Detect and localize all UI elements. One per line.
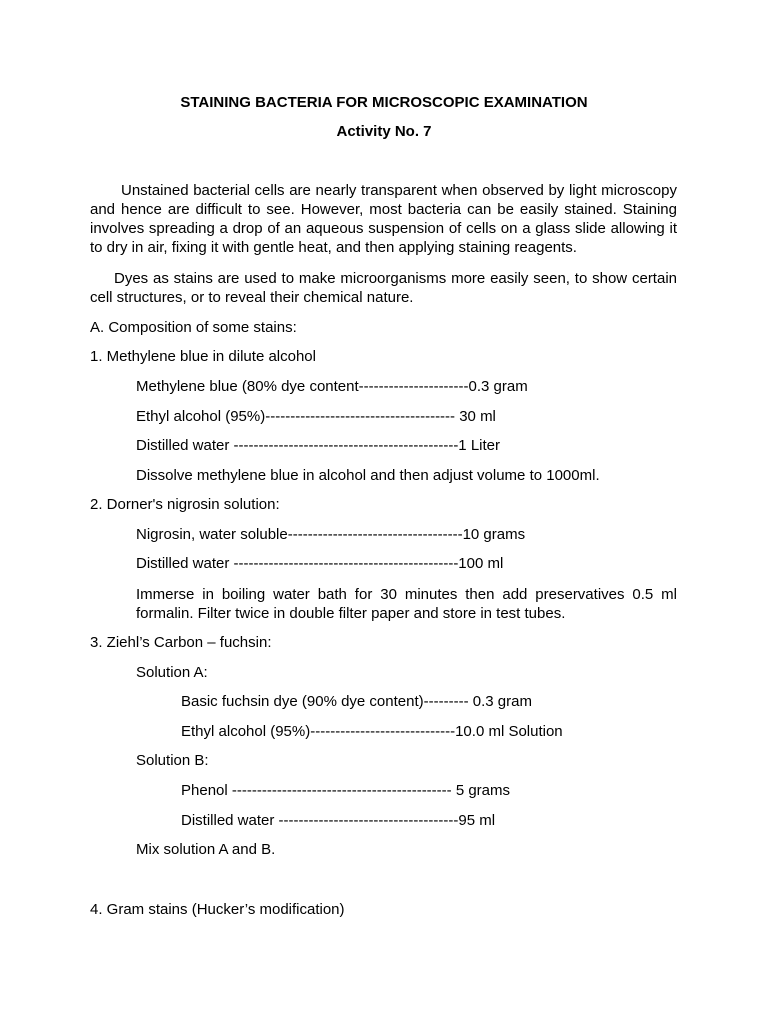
stain-2-line: Nigrosin, water soluble-----------------------------------10 grams <box>136 526 526 543</box>
document-title: STAINING BACTERIA FOR MICROSCOPIC EXAMINATION <box>180 94 588 111</box>
stain-1-line: Distilled water ---------------------------------------------1 Liter <box>136 437 500 454</box>
activity-number: Activity No. 7 <box>336 123 432 140</box>
section-a-heading: A. Composition of some stains: <box>90 319 297 336</box>
stain-1-instruction: Dissolve methylene blue in alcohol and then adjust volume to 1000ml. <box>136 467 600 484</box>
solution-a-line: Basic fuchsin dye (90% dye content)--------- 0.3 gram <box>181 693 532 710</box>
stain-1-line: Methylene blue (80% dye content----------------------0.3 gram <box>136 378 528 395</box>
stain-2-heading: 2. Dorner's nigrosin solution: <box>90 496 280 513</box>
solution-b-label: Solution B: <box>136 752 209 769</box>
solution-b-line: Phenol -------------------------------------------- 5 grams <box>181 782 511 799</box>
solution-b-line: Distilled water ------------------------------------95 ml <box>181 812 496 829</box>
stain-2-note: Immerse in boiling water bath for 30 minutes then add preservatives 0.5 ml formalin. Filter twice in double filter paper and store in test tubes. <box>136 586 677 622</box>
intro-paragraph: Unstained bacterial cells are nearly transparent when observed by light microscopy and hence are difficult to see. However, most bacteria can be easily stained. Staining involves spreading a drop of an aqueous suspension of cells on a glass slide allowing it to dry in air, fixing it with gentle heat, and then applying staining reagents. <box>90 182 677 256</box>
solution-a-label: Solution A: <box>136 664 208 681</box>
mix-instruction: Mix solution A and B. <box>136 841 276 858</box>
dyes-paragraph: Dyes as stains are used to make microorganisms more easily seen, to show certain cell structures, or to reveal their chemical nature. <box>90 270 677 306</box>
solution-a-line: Ethyl alcohol (95%)-----------------------------10.0 ml Solution <box>181 723 563 740</box>
stain-1-heading: 1. Methylene blue in dilute alcohol <box>90 348 316 365</box>
stain-4-heading: 4. Gram stains (Hucker’s modification) <box>90 901 345 918</box>
stain-1-line: Ethyl alcohol (95%)-------------------------------------- 30 ml <box>136 408 496 425</box>
stain-2-line: Distilled water ---------------------------------------------100 ml <box>136 555 504 572</box>
stain-3-heading: 3. Ziehl’s Carbon – fuchsin: <box>90 634 272 651</box>
